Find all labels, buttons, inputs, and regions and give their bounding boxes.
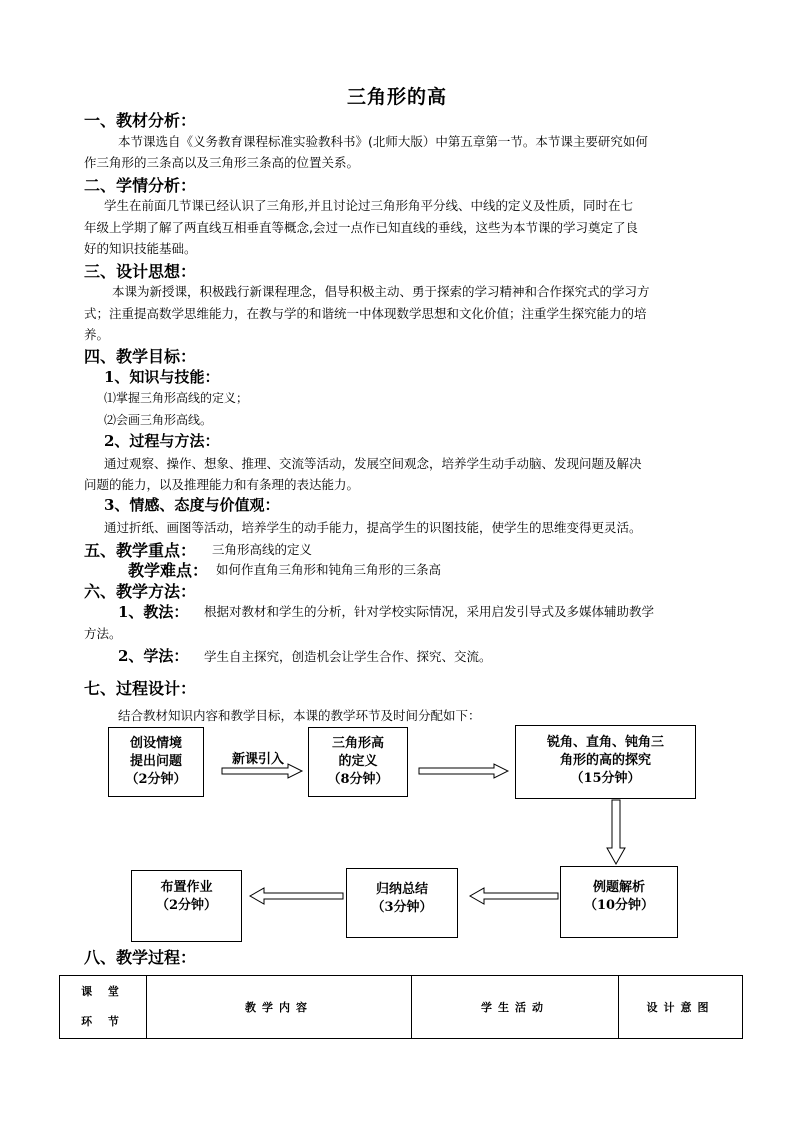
section-8-heading: 八、教学过程： (84, 948, 197, 967)
process-table (59, 975, 743, 1039)
box3-line-3: （15分钟） (570, 771, 641, 786)
flow-box-homework (131, 870, 242, 942)
goal-3-heading: 3、情感、态度与价值观： (104, 496, 280, 514)
flow-box-create-situation (108, 727, 204, 797)
s2-line-3: 好的知识技能基础。 (84, 241, 197, 256)
section-1-heading: 一、教材分析： (84, 111, 197, 130)
difficulty-text: 如何作直角三角形和钝角三角形的三条高 (216, 562, 442, 577)
arrow-left-1 (470, 888, 558, 904)
section-4-heading: 四、教学目标： (84, 347, 197, 366)
goal-2-heading: 2、过程与方法： (104, 432, 220, 450)
method-2-text: 学生自主探究，创造机会让学生合作、探究、交流。 (204, 649, 492, 664)
method-1-line-1: 根据对教材和学生的分析，针对学校实际情况，采用启发引导式及多媒体辅助教学 (204, 604, 655, 619)
col-header-stage (60, 976, 147, 1039)
section-2-heading: 二、学情分析： (84, 176, 197, 195)
flow-box-exploration (515, 725, 696, 799)
col-header-activity: 学生活动 (412, 976, 619, 1039)
page-title: 三角形的高 (346, 86, 447, 108)
box5-line-1: 归纳总结 (375, 882, 428, 897)
col-header-content: 教学内容 (147, 976, 412, 1039)
goal-1-item-1: ⑴掌握三角形高线的定义； (104, 391, 249, 405)
section-5-heading: 五、教学重点： (84, 541, 197, 560)
box4-line-1: 例题解析 (592, 880, 645, 895)
col-header-stage-line-1: 课 堂 (81, 985, 125, 998)
table-header-row (60, 976, 743, 1039)
flow-box-definition (308, 727, 408, 797)
section-6-heading: 六、教学方法： (84, 582, 197, 601)
box6-line-2: （2分钟） (155, 898, 218, 913)
method-2-label: 2、学法： (118, 647, 189, 665)
s2-line-1: 学生在前面几节课已经认识了三角形,并且讨论过三角形角平分线、中线的定义及性质，同时在七 (104, 198, 633, 213)
box2-line-2: 的定义 (338, 754, 378, 769)
goal-2-line-2: 问题的能力，以及推理能力和有条理的表达能力。 (84, 477, 360, 492)
flow-box-examples (560, 866, 678, 938)
box4-line-2: （10分钟） (583, 898, 655, 913)
box1-line-3: （2分钟） (125, 772, 187, 787)
box1-line-1: 创设情境 (129, 736, 182, 751)
box6-line-1: 布置作业 (160, 880, 213, 895)
col-header-stage-line-2: 环 节 (81, 1015, 125, 1028)
section-3-heading: 三、设计思想： (84, 262, 197, 281)
goal-1-heading: 1、知识与技能： (104, 368, 220, 386)
s2-line-2: 年级上学期了解了两直线互相垂直等概念,会过一点作已知直线的垂线，这些为本节课的学习奠定了良 (84, 220, 638, 235)
arrow-right-2 (419, 764, 508, 778)
goal-2-line-1: 通过观察、操作、想象、推理、交流等活动，发展空间观念，培养学生动手动脑、发现问题及解决 (104, 456, 642, 471)
box1-line-2: 提出问题 (129, 754, 182, 769)
box3-line-2: 角形的高的探究 (559, 753, 651, 768)
method-1-line-2: 方法。 (84, 626, 122, 641)
s3-line-2: 式；注重提高数学思维能力，在教与学的和谐统一中体现数学思想和文化价值；注重学生探究能力的培 (84, 306, 647, 321)
box2-line-1: 三角形高 (331, 736, 384, 751)
s1-line-2: 作三角形的三条高以及三角形三条高的位置关系。 (84, 155, 360, 170)
col-header-intent: 设计意图 (619, 976, 743, 1039)
key-point-text: 三角形高线的定义 (212, 542, 313, 557)
s3-line-1: 本课为新授课，积极践行新课程理念，倡导积极主动、勇于探索的学习精神和合作探究式的学习方 (112, 284, 650, 299)
method-1-label: 1、教法： (118, 603, 189, 621)
flow-intro: 结合教材知识内容和教学目标，本课的教学环节及时间分配如下： (118, 708, 481, 723)
arrow-label-new-lesson: 新课引入 (232, 752, 285, 767)
flow-box-summary (346, 868, 458, 938)
box5-line-2: （3分钟） (371, 900, 433, 915)
section-7-heading: 七、过程设计： (84, 679, 197, 698)
goal-3-line: 通过折纸、画图等活动，培养学生的动手能力，提高学生的识图技能，使学生的思维变得更灵活。 (104, 520, 642, 535)
difficulty-label: 教学难点： (128, 561, 209, 580)
arrow-left-2 (250, 888, 343, 904)
s3-line-3: 养。 (84, 327, 110, 342)
box2-line-3: （8分钟） (327, 772, 389, 787)
box3-line-1: 锐角、直角、钝角三 (546, 735, 664, 750)
arrow-down (607, 800, 625, 864)
goal-1-item-2: ⑵会画三角形高线。 (104, 413, 213, 427)
s1-line-1: 本节课选自《义务教育课程标准实验教科书》(北师大版）中第五章第一节。本节课主要研究如何 (118, 134, 648, 149)
